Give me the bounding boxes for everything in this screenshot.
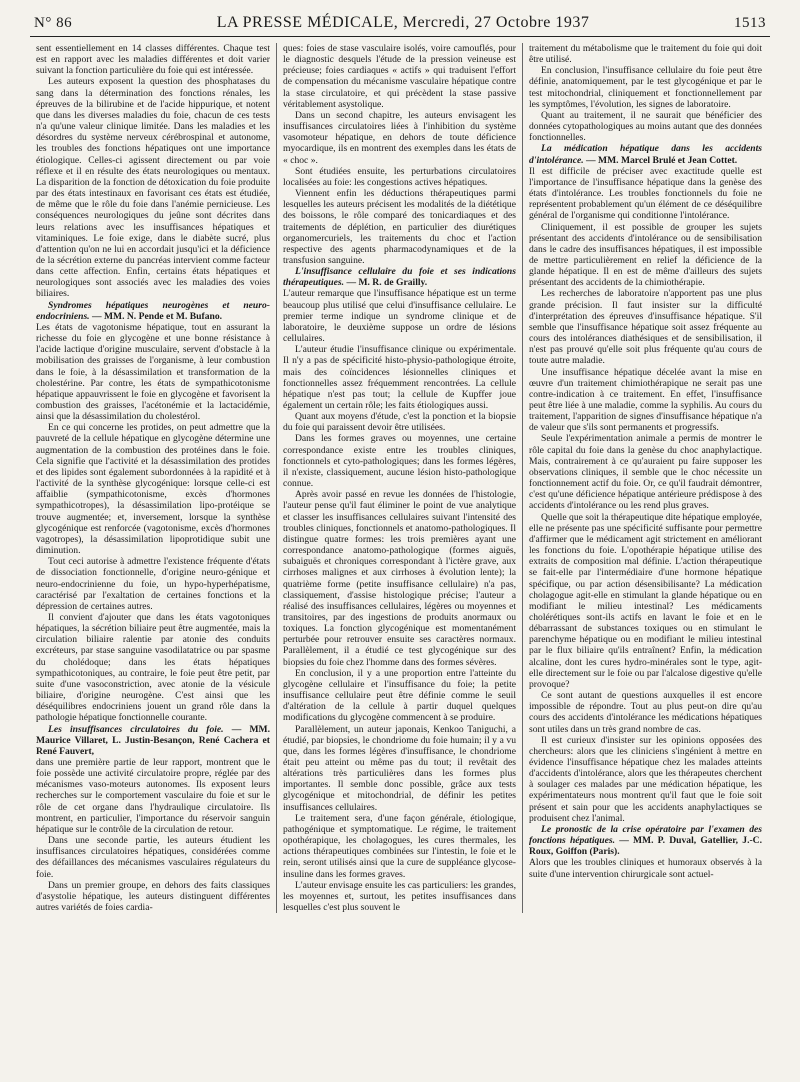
paragraph: En conclusion, il y a une proportion entre l'atteinte du glycogène cellulaire et l'insuffisance du foie; la petite insuffisance cellulaire peut être définie comme le seuil d'altération de la cellule à partir duquel quelques modifications du glycogène commencent à se produire.	[283, 667, 516, 724]
section-authors: — MM. Maurice Villaret, L. Justin-Besançon, René Cachera et René Fauvert,	[36, 723, 270, 757]
section-heading	[529, 143, 762, 165]
paragraph: Dans les formes graves ou moyennes, une certaine correspondance existe entre les troubles cliniques, fonctionnels et cyto-pathologiques; dans les formes légères, il n'existe, classiquement, aucune lésion histo-pathologique connue.	[283, 433, 516, 490]
column-3	[522, 43, 768, 913]
paragraph: Cliniquement, il est possible de grouper les sujets présentant des accidents d'intolérance ou de sensibilisation dans le cadre des insuffisances hépatiques, il est impossible de mettre particulièrement en relief la déficience de la glande hépatique. Il en est de même d'ailleurs des sujets présentant des accidents de la chimiothérapie.	[529, 221, 762, 289]
section-title: La médication hépatique dans les accidents d'intolérance.	[529, 143, 762, 166]
paragraph: sent essentiellement en 14 classes différentes. Chaque test est en rapport avec les maladies différentes et doit varier suivant la fonction particulière du foie qui est intéressée.	[36, 43, 270, 77]
paragraph: L'auteur remarque que l'insuffisance hépatique est un terme beaucoup plus utilisé que celui d'insuffisance cellulaire. Le premier terme indique un syndrome clinique et de laboratoire, le deuxième suppose un ordre de lésions cellulaires.	[283, 288, 516, 345]
paragraph: Les recherches de laboratoire n'apportent pas une plus grande précision. Il faut insister sur la difficulté d'interprétation des épreuves d'insuffisance hépatique. S'il semble que l'insuffisance hépatique soit assez fréquente au cours des intolérances diathésiques et de sensibilisation, il n'est pas prouvé qu'elle soit plus fréquente qu'au cours de toute autre maladie.	[529, 288, 762, 367]
paragraph: L'auteur envisage ensuite les cas particuliers: les grandes, les moyennes et, surtout, les petites insuffisances dans lesquelles c'est plus souvent le	[283, 879, 516, 914]
paragraph: Quant au traitement, il ne saurait que bénéficier des données cytopathologiques au moins autant que des données fonctionnelles.	[529, 109, 762, 144]
paragraph: En ce qui concerne les protides, on peut admettre que la pauvreté de la cellule hépatique en glycogène détermine une augmentation de la combustion des protéines dans le foie. Cela signifie que l'activité et la désassimilation des protides et des lipides sont également subordonnées à la rapidité et à l'activité de la synthèse glycogénique: lorsque celle-ci est affaiblie (sympathicotonisme, excès d'hormones sympathicotropes), la désassimilation lipo-protéique se trouve augmentée; et, inversement, lorsque la synthèse glycogénique est renforcée (vagotonisme, excès d'hormones vagotropes), la désassimilation lipoprotidique subit une diminution.	[36, 422, 270, 557]
paragraph: Viennent enfin les déductions thérapeutiques parmi lesquelles les auteurs précisent les modalités de la diététique des boissons, le rôle comparé des tonicardiaques et des traitements de déplétion, en particulier des diurétiques organomercuriels, les traitements du choc et l'action respective des agents pharmacodynamiques et de la transfusion sanguine.	[283, 188, 516, 266]
section-authors: — MM. P. Duval, Gatellier, J.-C. Roux, Goiffon (Paris).	[529, 835, 762, 858]
paragraph: Il est curieux d'insister sur les opinions opposées des chercheurs: alors que les cliniciens s'ingénient à mettre en évidence l'insuffisance hépatique chez les malades atteints d'accidents d'intolérance, alors que les thérapeutes cherchent à soulager ces malades par une médication hépatique, les expérimentateurs nous montrent qu'il faut que le foie soit présent et sain pour que les accidents anaphylactiques se produisent chez l'animal.	[529, 734, 762, 824]
paragraph: ques: foies de stase vasculaire isolés, voire camouflés, pour le diagnostic desquels l'étude de la pression veineuse est précieuse; foies cardiaques « actifs » qui traduisent l'effort de compensation du mécanisme vasculaire hépatique contre la stase circulatoire, et qui précèdent la stase passive véritablement asystolique.	[283, 43, 516, 110]
column-2	[276, 43, 522, 913]
section-heading	[529, 824, 762, 857]
issue-number: N° 86	[34, 15, 73, 31]
paragraph: Ce sont autant de questions auxquelles il est encore impossible de répondre. Tout au plus peut-on dire qu'au cours des accidents d'intolérance les médications hépatiques sont utiles dans un très grand nombre de cas.	[529, 690, 762, 735]
section-heading	[283, 266, 516, 288]
section-heading	[36, 300, 270, 322]
paragraph: Tout ceci autorise à admettre l'existence fréquente d'états de dissociation fonctionnelle, d'origine neuro-génique et neuro-endocrinienne du foie, un hypo-hyperhépatisme, caractérisé par l'exaltation de certaines fonctions et la dépression de certaines autres.	[36, 556, 270, 612]
paragraph: Il est difficile de préciser avec exactitude quelle est l'importance de l'insuffisance hépatique dans la genèse des états d'intolérance. Les troubles fonctionnels du foie ne représentent probablement qu'un élément de ce déséquilibre général de l'organisme qui conditionne l'intolérance.	[529, 165, 762, 222]
paragraph: Il convient d'ajouter que dans les états vagotoniques hépatiques, la sécrétion biliaire peut être augmentée, mais la circulation biliaire ralentie par atonie des conduits excréteurs, par stase sanguine vasodilatatrice ou par spasme du cholédoque; dans les états hépatiques sympathicotoniques, au contraire, le foie peut être petit, par suite d'une vasoconstriction, avec atonie de la vésicule biliaire, d'origine neurogène. C'est ainsi que les déséquilibres endocriniens jouent un grand rôle dans la pathologie hépatique fonctionnelle courante.	[36, 611, 270, 724]
section-authors: — M. R. de Grailly.	[346, 277, 428, 289]
page-header	[30, 14, 770, 37]
section-heading	[36, 724, 270, 757]
section-title: Les insuffisances circulatoires du foie.	[48, 723, 224, 735]
paragraph: L'auteur étudie l'insuffisance clinique ou expérimentale. Il n'y a pas de spécificité histo-physio-pathologique étroite, mais des coïncidences lésionnelles cliniques et fonctionnelles assez fréquemment rencontrées. La cellule hépatique n'est pas tout; la cellule de Kupffer joue également un certain rôle; les faits étiologiques aussi.	[283, 344, 516, 411]
paragraph: En conclusion, l'insuffisance cellulaire du foie peut être définie, anatomiquement, par le test glycogénique et par le test mitochondrial, cliniquement et fonctionnellement par les symptômes, l'évolution, les signes de laboratoire.	[529, 65, 762, 110]
journal-title: LA PRESSE MÉDICALE, Mercredi, 27 Octobre 1937	[216, 14, 590, 31]
paragraph: Après avoir passé en revue les données de l'histologie, l'auteur pense qu'il faut éliminer le point de vue analytique et classer les insuffisances cellulaires suivant l'intensité des troubles cliniques, fonctionnels et anatomo-pathologiques. Il distingue quatre formes: les trois premières ayant une correspondance anatomo-pathologique (formes aiguës, subaiguës et chroniques correspondant à l'ictère grave, aux cirrhoses malignes et aux cirrhoses à évolution lente); la quatrième forme (petite insuffisance cellulaire) n'a pas, classiquement, d'assise histologique précise; l'auteur a réalisé des insuffisances cellulaires, légères ou moyennes et transitoires, par des ingestions de produits anormaux ou toxiques. La fonction glycogénique est momentanément perturbée pour retrouver ensuite ses caractères normaux. Parallèlement, il a étudié ce test glycogénique sur des biopsies du foie chez l'homme dans des formes sévères.	[283, 489, 516, 668]
paragraph: Les états de vagotonisme hépatique, tout en assurant la richesse du foie en glycogène et une bonne résistance à l'acide lactique d'origine musculaire, servent d'obstacle à la mobilisation des graisses de l'organisme, à leur combustion dans le foie, à la désassimilation et transformation de la cholestérine. Par contre, les états de sympathicotonisme hépatique appauvrissent le foie en glycogène et favorisent la combustion des graisses, l'acétonémie et la lactacidémie, ainsi que la désassimilation du cholestérol.	[36, 321, 270, 423]
column-1	[30, 43, 276, 913]
paragraph: Le traitement sera, d'une façon générale, étiologique, pathogénique et symptomatique. Le régime, le traitement opothérapique, les cholagogues, les cures thermales, les actions thérapeutiques combinées sur l'intestin, le foie et le rein, seront utilisés ainsi que la cure de suppléance glycose-insuline dans les formes graves.	[283, 812, 516, 880]
section-title: L'insuffisance cellulaire du foie et ses indications thérapeutiques.	[283, 266, 516, 289]
paragraph: Sont étudiées ensuite, les perturbations circulatoires localisées au foie: les congestions actives hépatiques.	[283, 165, 516, 188]
paragraph: Les auteurs exposent la question des phosphatases du sang dans la détermination des fonctions rénales, les épreuves de la bilirubine et de l'acide hippurique, et notent que dans les diverses maladies du foie, chacun de ces tests n'a qu'une valeur clinique limitée. Dans les maladies et les désordres du système nerveux cérébrospinal et autonome, les troubles des fonctions hépatiques ont une importance étiologique. Celles-ci agissent directement ou par voie réflexe et il en résulte des états neurologiques ou mentaux. La disparition de la fonction de détoxication du foie produite par des états intestinaux en favorisant ces états est étudiée, de même que le rôle du foie dans l'anémie pernicieuse. Les conséquences neurologiques du jeûne sont décrites dans leurs relations avec les insuffisances hépatiques et vitaminiques. Le foie exige, dans le diabète sucré, plus d'attention qu'on ne lui en accordait jusqu'ici et la déficience de la sécrétion externe du pancréas intervient comme facteur dans cette affection. Enfin, certains états hépatiques et neurologiques sont associés avec les maladies des voies biliaires.	[36, 76, 270, 300]
paragraph: Alors que les troubles cliniques et humoraux observés à la suite d'une intervention chirurgicale sont actuel-	[529, 857, 762, 880]
paragraph: Une insuffisance hépatique décelée avant la mise en œuvre d'un traitement chimiothérapique ne serait pas une contre-indication à ce traitement. En effet, l'insuffisance peut être liée à une maladie, comme la syphilis. Au cours du traitement, l'apparition de signes d'insuffisance hépatique n'a de valeur que s'ils sont permanents et progressifs.	[529, 366, 762, 434]
paragraph: Seule l'expérimentation animale a permis de montrer le rôle capital du foie dans la genèse du choc anaphylactique. Mais, contrairement à ce qu'auraient pu faire supposer les observations cliniques, il semble que le choc nécessite un fonctionnement actif du foie. Or, ce qu'il faudrait démontrer, c'est qu'une déficience hépatique antérieure prédispose à des accidents d'intolérance ou les rend plus graves.	[529, 433, 762, 512]
section-authors: — MM. N. Pende et M. Bufano.	[91, 310, 223, 322]
paragraph: dans une première partie de leur rapport, montrent que le foie possède une activité circulatoire propre, réglée par des mécanismes vaso-moteurs autonomes. Ils exposent leurs recherches sur le comportement vasculaire du foie et sur le rôle de cet organe dans l'hydraulique circulatoire. Ils montrent, en particulier, l'importance du réservoir sanguin hépatique sur le contrôle de la circulation de retour.	[36, 757, 270, 835]
section-authors: — MM. Marcel Brulé et Jean Cottet.	[586, 154, 738, 166]
paragraph: Quelle que soit la thérapeutique dite hépatique employée, elle ne présente pas une spécificité suffisante pour permettre d'affirmer que le médicament agit strictement en améliorant les fonctions du foie. L'opothérapie hépatique utilise des extraits de composition mal définie. L'action thérapeutique se fait-elle par l'intermédiaire d'une hormone hépatique spécifique, ou par action désensibilisante? La médication cholagogue agit-elle en stimulant la glande hépatique ou en modifiant le milieu intestinal? Les médicaments cholérétiques sont-ils actifs en lavant le foie et en le débarrassant de substances toxiques ou en stimulant le parenchyme hépatique ou en modifiant le milieu intestinal par le flux biliaire qu'ils entraînent? Enfin, la médication alcaline, dont les cures hydro-minérales sont le type, agit-elle directement sur le foie ou par l'alcalose digestive qu'elle provoque?	[529, 511, 762, 690]
page-number: 1513	[734, 15, 766, 31]
paragraph: Dans un second chapitre, les auteurs envisagent les insuffisances circulatoires liées à l'inhibition du système vasomoteur hépatique, en dehors de toute déficience myocardique, ils en montrent des exemples dans les états de « choc ».	[283, 109, 516, 166]
paragraph: traitement du métabolisme que le traitement du foie qui doit être utilisé.	[529, 43, 762, 66]
article-columns	[30, 43, 770, 913]
paragraph: Dans une seconde partie, les auteurs étudient les insuffisances circulatoires hépatiques, considérées comme des défaillances des mécanismes vasculaires régulateurs du foie.	[36, 835, 270, 880]
paragraph: Quant aux moyens d'étude, c'est la ponction et la biopsie du foie qui paraissent devoir être utilisées.	[283, 411, 516, 434]
paragraph: Parallèlement, un auteur japonais, Kenkoo Taniguchi, a étudié, par biopsies, le chondriome du foie humain; il y a vu que, dans les formes légères d'insuffisance, le chondriome était peu atteint ou même pas du tout; il revêtait des altérations très particulières dans les formes plus importantes. Il semble donc possible, grâce aux tests glycogénique et mitochondrial, de définir les petites insuffisances cellulaires.	[283, 723, 516, 813]
section-title: Syndromes hépatiques neurogènes et neuro-endocriniens.	[36, 299, 270, 322]
section-title: Le pronostic de la crise opératoire par l'examen des fonctions hépatiques.	[529, 823, 762, 847]
paragraph: Dans un premier groupe, en dehors des faits classiques d'asystolie hépatique, les auteurs distinguent différentes autres variétés de foies cardia-	[36, 879, 270, 914]
